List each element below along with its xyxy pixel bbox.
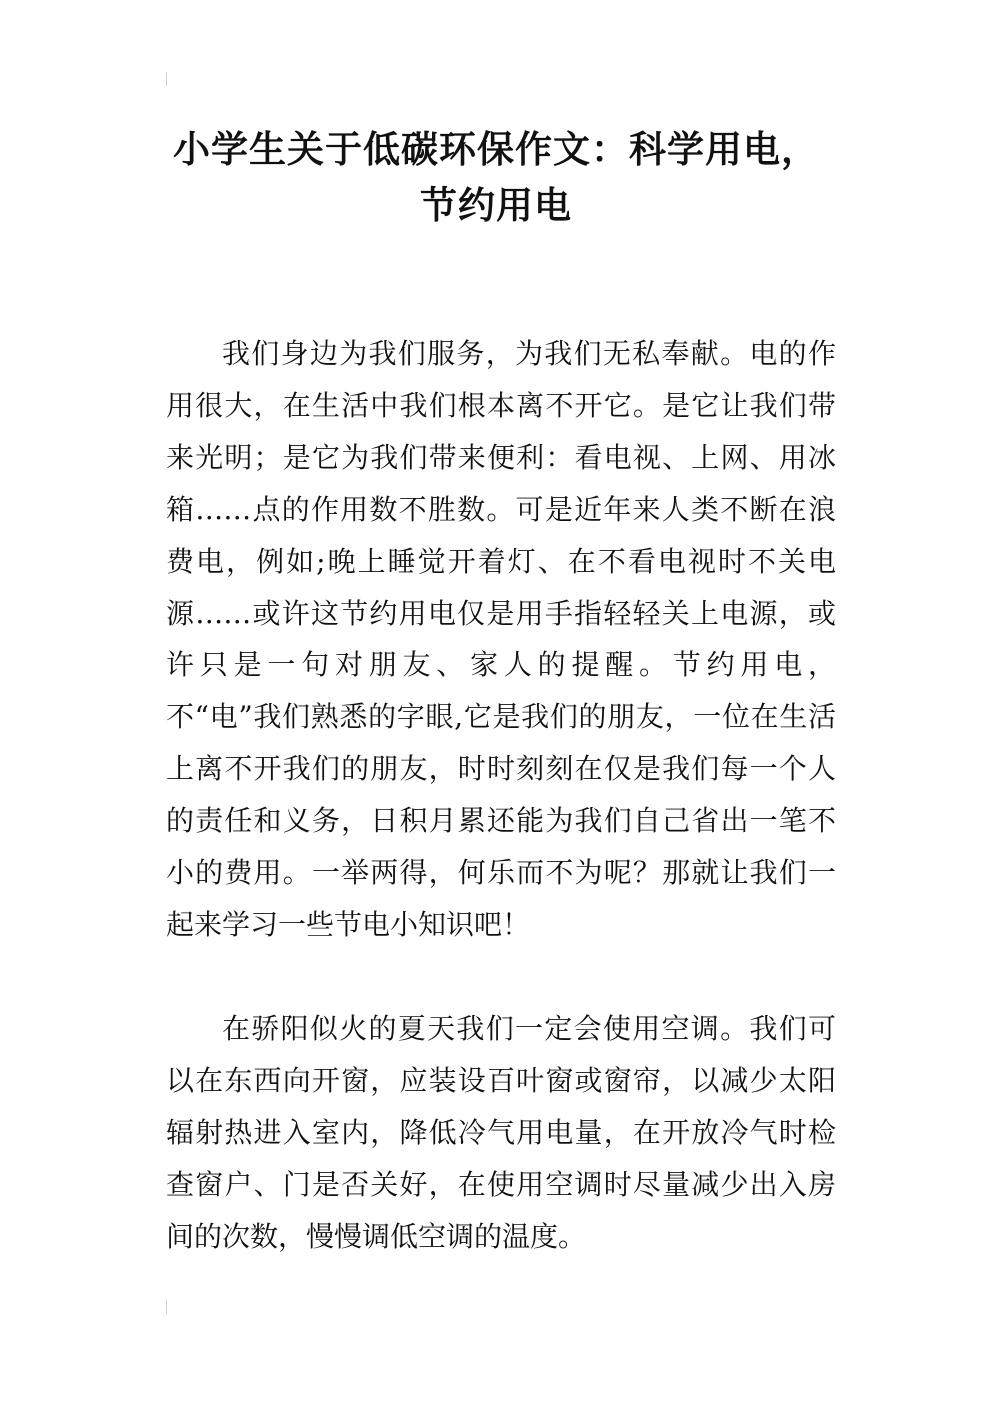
page-corner-mark-bottom: [166, 1300, 167, 1314]
document-title: [150, 122, 842, 234]
paragraph-2: 在骄阳似火的夏天我们一定会使用空调。我们可以在东西向开窗，应装设百叶窗或窗帘，以减少太阳辐射热进入室内，降低冷气用电量，在开放冷气时检查窗户、门是否关好，在使用空调时尽量减少出入房间的次数，慢慢调低空调的温度。: [166, 1012, 836, 1253]
paragraph-1: 我们身边为我们服务，为我们无私奉献。电的作用很大，在生活中我们根本离不开它。是它让我们带来光明；是它为我们带来便利：看电视、上网、用冰箱……点的作用数不胜数。可是近年来人类不断在浪费电，例如;晚上睡觉开着灯、在不看电视时不关电源……或许这节约用电仅是用手指轻轻关上电源，或许只是一句对朋友、家人的提醒。节约用电，不“电”我们熟悉的字眼,它是我们的朋友，一位在生活上离不开我们的朋友，时时刻刻在仅是我们每一个人的责任和义务，日积月累还能为我们自己省出一笔不小的费用。一举两得，何乐而不为呢？那就让我们一起来学习一些节电小知识吧！: [166, 337, 836, 941]
title-line-2: 节约用电: [420, 184, 572, 227]
title-line-1: 小学生关于低碳环保作文：科学用电，: [173, 128, 819, 171]
page-corner-mark-top: [166, 72, 167, 86]
